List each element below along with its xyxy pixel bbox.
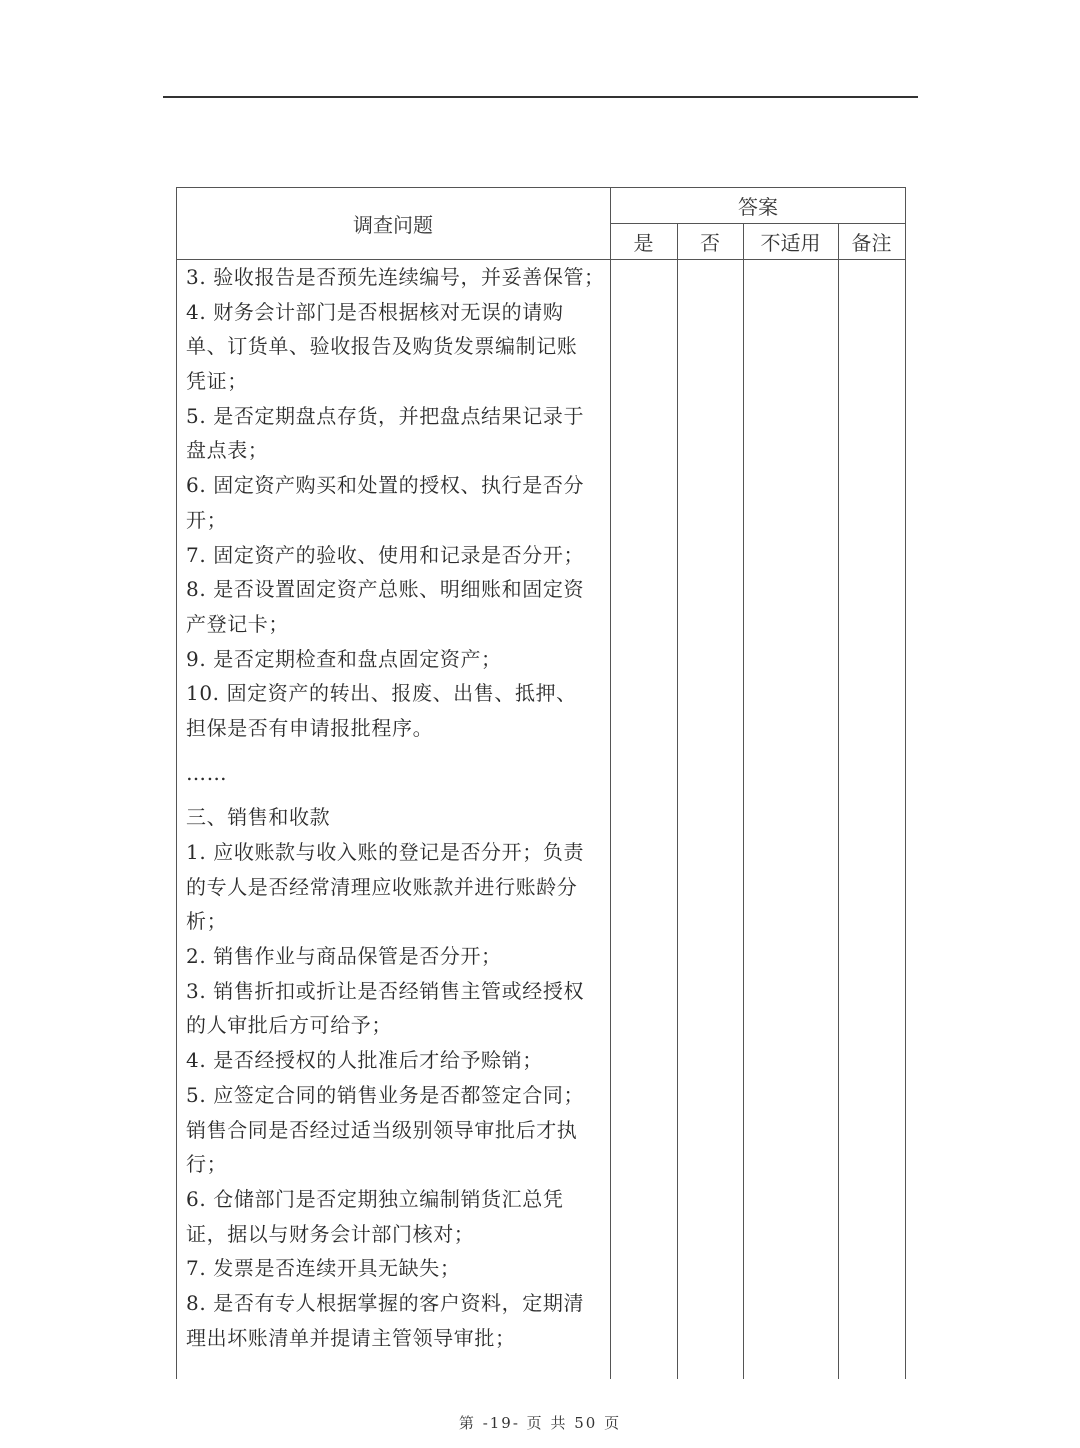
- question-line: 8. 是否设置固定资产总账、明细账和固定资: [186, 577, 585, 602]
- question-line: 销售合同是否经过适当级别领导审批后才执: [186, 1117, 578, 1142]
- header-rule: [163, 96, 918, 98]
- question-line: 担保是否有申请报批程序。: [186, 715, 434, 740]
- question-line: 理出坏账清单并提请主管领导审批；: [186, 1325, 516, 1350]
- question-line: 4. 财务会计部门是否根据核对无误的请购: [186, 299, 564, 324]
- question-line: 证，据以与财务会计部门核对；: [186, 1221, 475, 1246]
- question-line: 1. 应收账款与收入账的登记是否分开；负责: [186, 840, 585, 864]
- question-line: 9. 是否定期检查和盘点固定资产；: [186, 646, 502, 671]
- question-line: 3. 销售折扣或折让是否经销售主管或经授权: [186, 978, 585, 1003]
- question-line: 7. 发票是否连续开具无缺失；: [186, 1256, 461, 1281]
- no-column-divider: [743, 223, 744, 1379]
- question-line: 10. 固定资产的转出、报废、出售、抵押、: [186, 681, 577, 706]
- yes-header: 是: [633, 230, 654, 255]
- question-column-divider: [610, 187, 611, 1379]
- question-line: 4. 是否经授权的人批准后才给予赊销；: [186, 1048, 543, 1073]
- question-line: 开；: [186, 507, 228, 532]
- question-line: 的专人是否经常清理应收账款并进行账龄分: [186, 874, 578, 899]
- remark-header: 备注: [851, 230, 892, 255]
- question-line: 盘点表；: [186, 438, 269, 463]
- question-line: 3. 验收报告是否预先连续编号，并妥善保管；: [186, 265, 605, 289]
- question-line: 2. 销售作业与商品保管是否分开；: [186, 944, 502, 969]
- yes-column-divider: [677, 223, 678, 1379]
- table-border-right: [905, 187, 906, 1379]
- question-line: 单、订货单、验收报告及购货发票编制记账: [186, 334, 578, 359]
- section-heading: 三、销售和收款: [186, 805, 331, 830]
- answer-header: 答案: [738, 194, 778, 219]
- page-number: 第 -19- 页 共 50 页: [458, 1414, 622, 1432]
- ellipsis-line: ……: [186, 760, 228, 785]
- no-header: 否: [700, 230, 720, 255]
- question-cell: [186, 260, 604, 1355]
- question-header: 调查问题: [353, 212, 433, 237]
- question-line: 7. 固定资产的验收、使用和记录是否分开；: [186, 542, 585, 567]
- question-line: 凭证；: [186, 369, 248, 394]
- question-line: 6. 仓储部门是否定期独立编制销货汇总凭: [186, 1186, 564, 1211]
- question-line: 8. 是否有专人根据掌握的客户资料，定期清: [186, 1290, 585, 1315]
- na-column-divider: [838, 223, 839, 1379]
- question-line: 5. 应签定合同的销售业务是否都签定合同；: [186, 1082, 585, 1107]
- question-line: 的人审批后方可给予；: [186, 1013, 392, 1038]
- question-line: 产登记卡；: [186, 611, 289, 636]
- not-applicable-header: 不适用: [760, 230, 821, 255]
- question-line: 5. 是否定期盘点存货，并把盘点结果记录于: [186, 403, 585, 428]
- question-line: 行；: [186, 1152, 228, 1177]
- table-border-left: [176, 187, 177, 1379]
- question-line: 析；: [186, 909, 228, 934]
- question-line: 6. 固定资产购买和处置的授权、执行是否分: [186, 473, 585, 498]
